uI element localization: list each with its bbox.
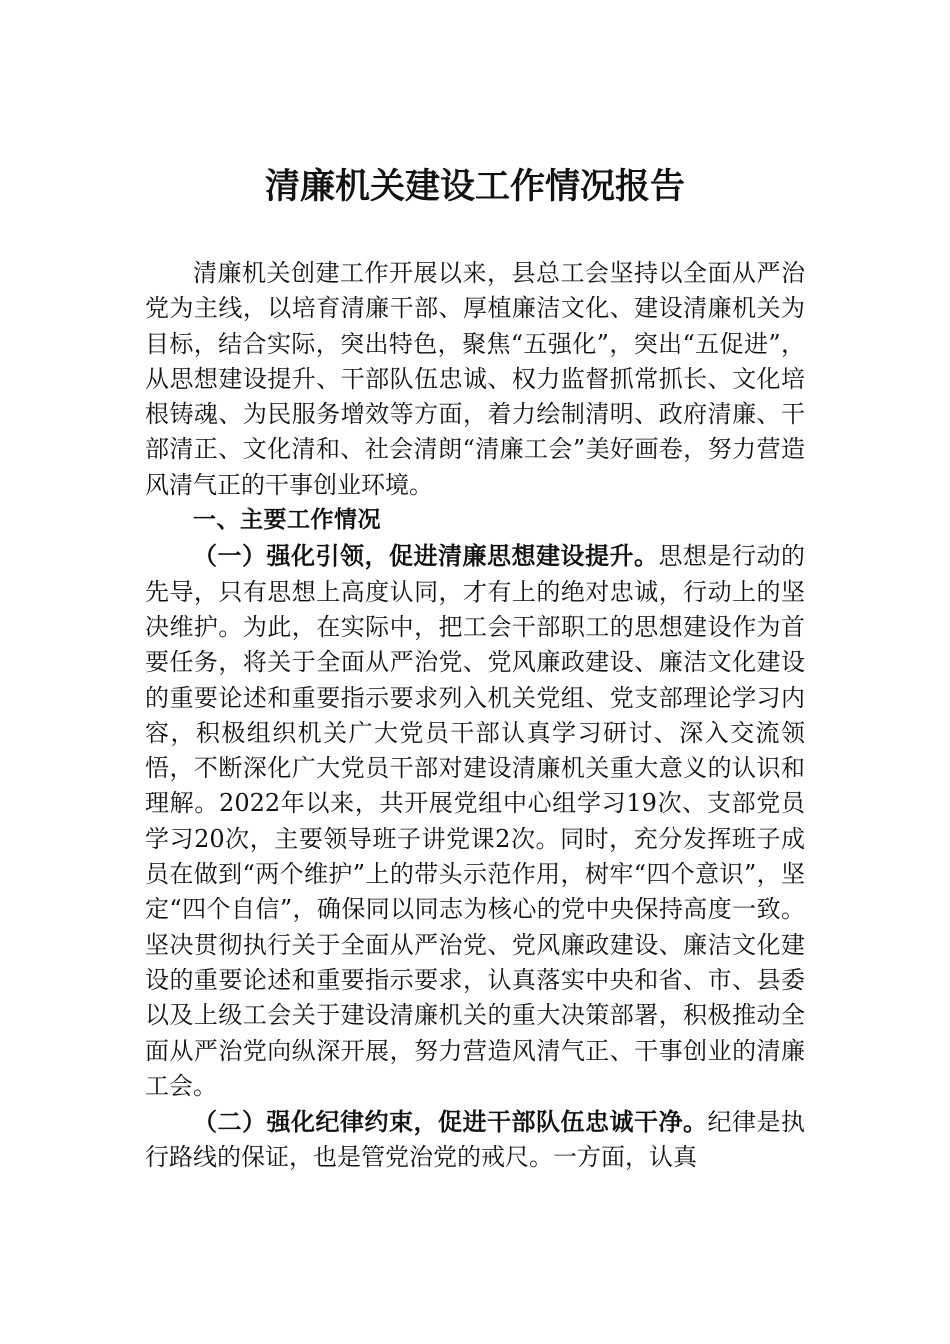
intro-paragraph: 清廉机关创建工作开展以来，县总工会坚持以全面从严治党为主线，以培育清廉干部、厚植廉洁文化、建设清廉机关为目标，结合实际，突出特色，聚焦“五强化”，突出“五促进”，从思想建设提升、干部队伍忠诚、权力监督抓常抓长、文化培根铸魂、为民服务增效等方面，着力绘制清明、政府清廉、干部清正、文化清和、社会清朗“清廉工会”美好画卷，努力营造风清气正的干事创业环境。 (145, 259, 805, 499)
subsection-1-paragraph (145, 538, 805, 1104)
subsection-2-text: 纪律是执行路线的保证，也是管党治党的戒尺。一方面，认真 (145, 1108, 805, 1172)
subsection-1-lead: （一）强化引领，促进清廉思想建设提升。 (193, 541, 659, 571)
subsection-2-paragraph (145, 1104, 805, 1176)
subsection-1-text: 思想是行动的先导，只有思想上高度认同，才有上的绝对忠诚，行动上的坚决维护。为此，在实际中，把工会干部职工的思想建设作为首要任务，将关于全面从严治党、党风廉政建设、廉洁文化建设的重要论述和重要指示要求列入机关党组、党支部理论学习内容，积极组织机关广大党员干部认真学习研讨、深入交流领悟，不断深化广大党员干部对建设清廉机关重大意义的认识和理解。2022年以来，共开展党组中心组学习19次、支部党员学习20次，主要领导班子讲党课2次。同时，充分发挥班子成员在做到“两个维护”上的带头示范作用，树牢“四个意识”，坚定“四个自信”，确保同以同志为核心的党中央保持高度一致。坚决贯彻执行关于全面从严治党、党风廉政建设、廉洁文化建设的重要论述和重要指示要求，认真落实中央和省、市、县委以及上级工会关于建设清廉机关的重大决策部署，积极推动全面从严治党向纵深开展，努力营造风清气正、干事创业的清廉工会。 (145, 542, 805, 1100)
document-title: 清廉机关建设工作情况报告 (264, 166, 685, 207)
subsection-2-lead: （二）强化纪律约束，促进干部队伍忠诚干净。 (193, 1107, 708, 1137)
document-body (145, 256, 805, 1176)
section-heading: 一、主要工作情况 (193, 507, 381, 534)
